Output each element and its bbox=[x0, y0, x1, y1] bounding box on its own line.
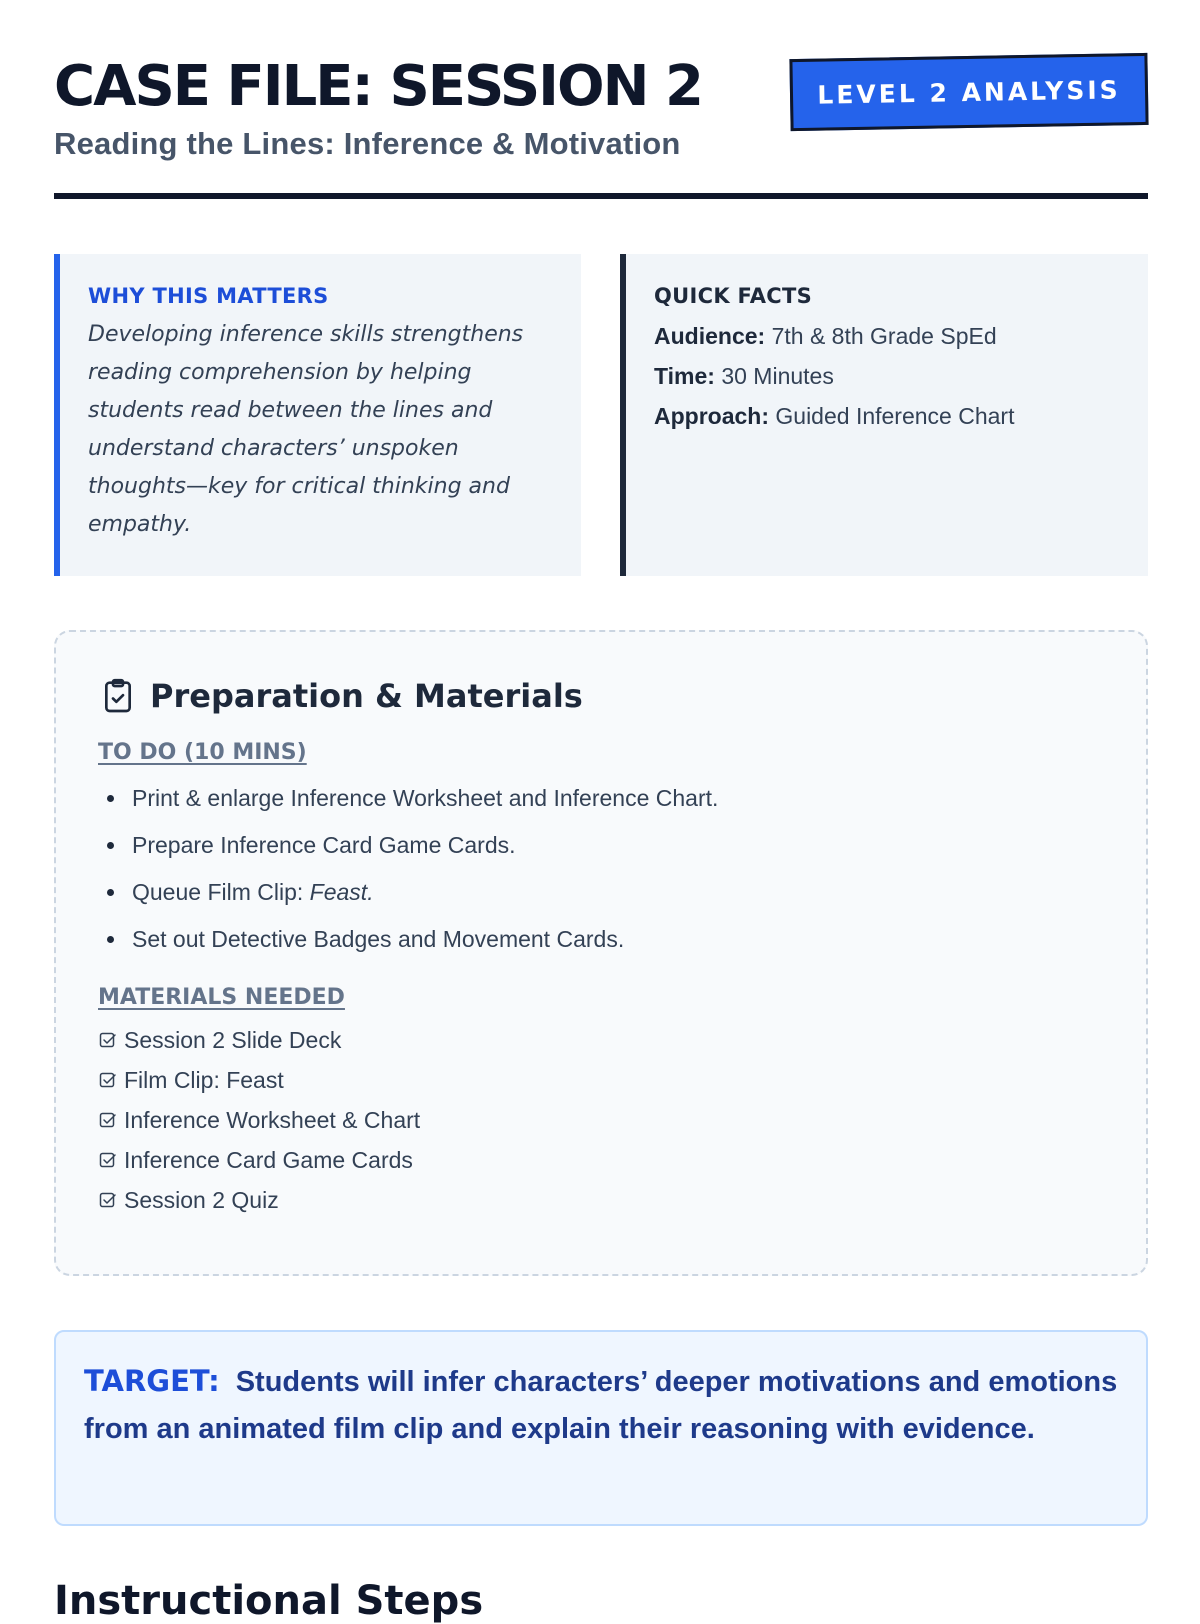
materials-list bbox=[98, 1020, 1104, 1220]
list-item bbox=[98, 822, 1104, 869]
preparation-materials-section bbox=[54, 630, 1148, 1276]
material-text: Session 2 Quiz bbox=[124, 1187, 279, 1213]
checkbox-checked-icon bbox=[98, 1110, 118, 1130]
list-item bbox=[98, 1100, 1104, 1140]
prep-title: Preparation & Materials bbox=[150, 677, 583, 715]
checkbox-checked-icon bbox=[98, 1150, 118, 1170]
todo-text: Print & enlarge Inference Worksheet and Inference Chart. bbox=[132, 785, 719, 811]
fact-value: 30 Minutes bbox=[721, 363, 834, 389]
prep-header bbox=[98, 676, 1104, 716]
todo-text: Queue Film Clip: bbox=[132, 879, 310, 905]
target-label: TARGET: bbox=[84, 1364, 220, 1398]
todo-label: TO DO (10 MINS) bbox=[98, 740, 307, 765]
material-text: Film Clip: Feast bbox=[124, 1067, 284, 1093]
list-item bbox=[98, 1060, 1104, 1100]
why-label: WHY THIS MATTERS bbox=[88, 284, 329, 308]
facts-label: QUICK FACTS bbox=[654, 284, 813, 308]
film-title: Feast. bbox=[309, 879, 374, 905]
target-text: Students will infer characters’ deeper motivations and emotions from an animated film clip and explain their reasoning with evidence. bbox=[84, 1366, 1118, 1445]
fact-approach bbox=[654, 396, 1120, 436]
fact-audience bbox=[654, 316, 1120, 356]
target-statement bbox=[84, 1358, 1120, 1453]
fact-value: Guided Inference Chart bbox=[775, 403, 1015, 429]
list-item bbox=[98, 869, 1104, 916]
fact-key: Time: bbox=[654, 363, 715, 389]
why-text: Developing inference skills strengthens reading comprehension by helping students read between the lines and understand characters’ unspoken thoughts—key for critical thinking and empathy. bbox=[88, 322, 524, 537]
list-item bbox=[98, 775, 1104, 822]
list-item bbox=[98, 916, 1104, 963]
checkbox-checked-icon bbox=[98, 1070, 118, 1090]
page-subtitle: Reading the Lines: Inference & Motivation bbox=[54, 126, 681, 161]
learning-target-box bbox=[54, 1330, 1148, 1526]
todo-list bbox=[98, 775, 1104, 963]
fact-time bbox=[654, 356, 1120, 396]
page-title: CASE FILE: SESSION 2 bbox=[54, 54, 702, 119]
checkbox-checked-icon bbox=[98, 1190, 118, 1210]
list-item bbox=[98, 1180, 1104, 1220]
list-item bbox=[98, 1140, 1104, 1180]
todo-text: Prepare Inference Card Game Cards. bbox=[132, 832, 516, 858]
list-item bbox=[98, 1020, 1104, 1060]
quick-facts-card bbox=[620, 254, 1148, 576]
fact-value: 7th & 8th Grade SpEd bbox=[771, 323, 997, 349]
instructional-steps-heading: Instructional Steps bbox=[54, 1578, 484, 1624]
clipboard-check-icon bbox=[98, 676, 138, 716]
material-text: Inference Worksheet & Chart bbox=[124, 1107, 421, 1133]
fact-key: Approach: bbox=[654, 403, 769, 429]
header-divider bbox=[54, 193, 1148, 199]
material-text: Inference Card Game Cards bbox=[124, 1147, 413, 1173]
why-this-matters-card bbox=[54, 254, 581, 576]
todo-text: Set out Detective Badges and Movement Cards. bbox=[132, 926, 625, 952]
fact-key: Audience: bbox=[654, 323, 766, 349]
material-text: Session 2 Slide Deck bbox=[124, 1027, 342, 1053]
materials-label: MATERIALS NEEDED bbox=[98, 985, 345, 1010]
page-header bbox=[54, 52, 1148, 202]
level-badge: LEVEL 2 ANALYSIS bbox=[789, 53, 1148, 131]
checkbox-checked-icon bbox=[98, 1030, 118, 1050]
